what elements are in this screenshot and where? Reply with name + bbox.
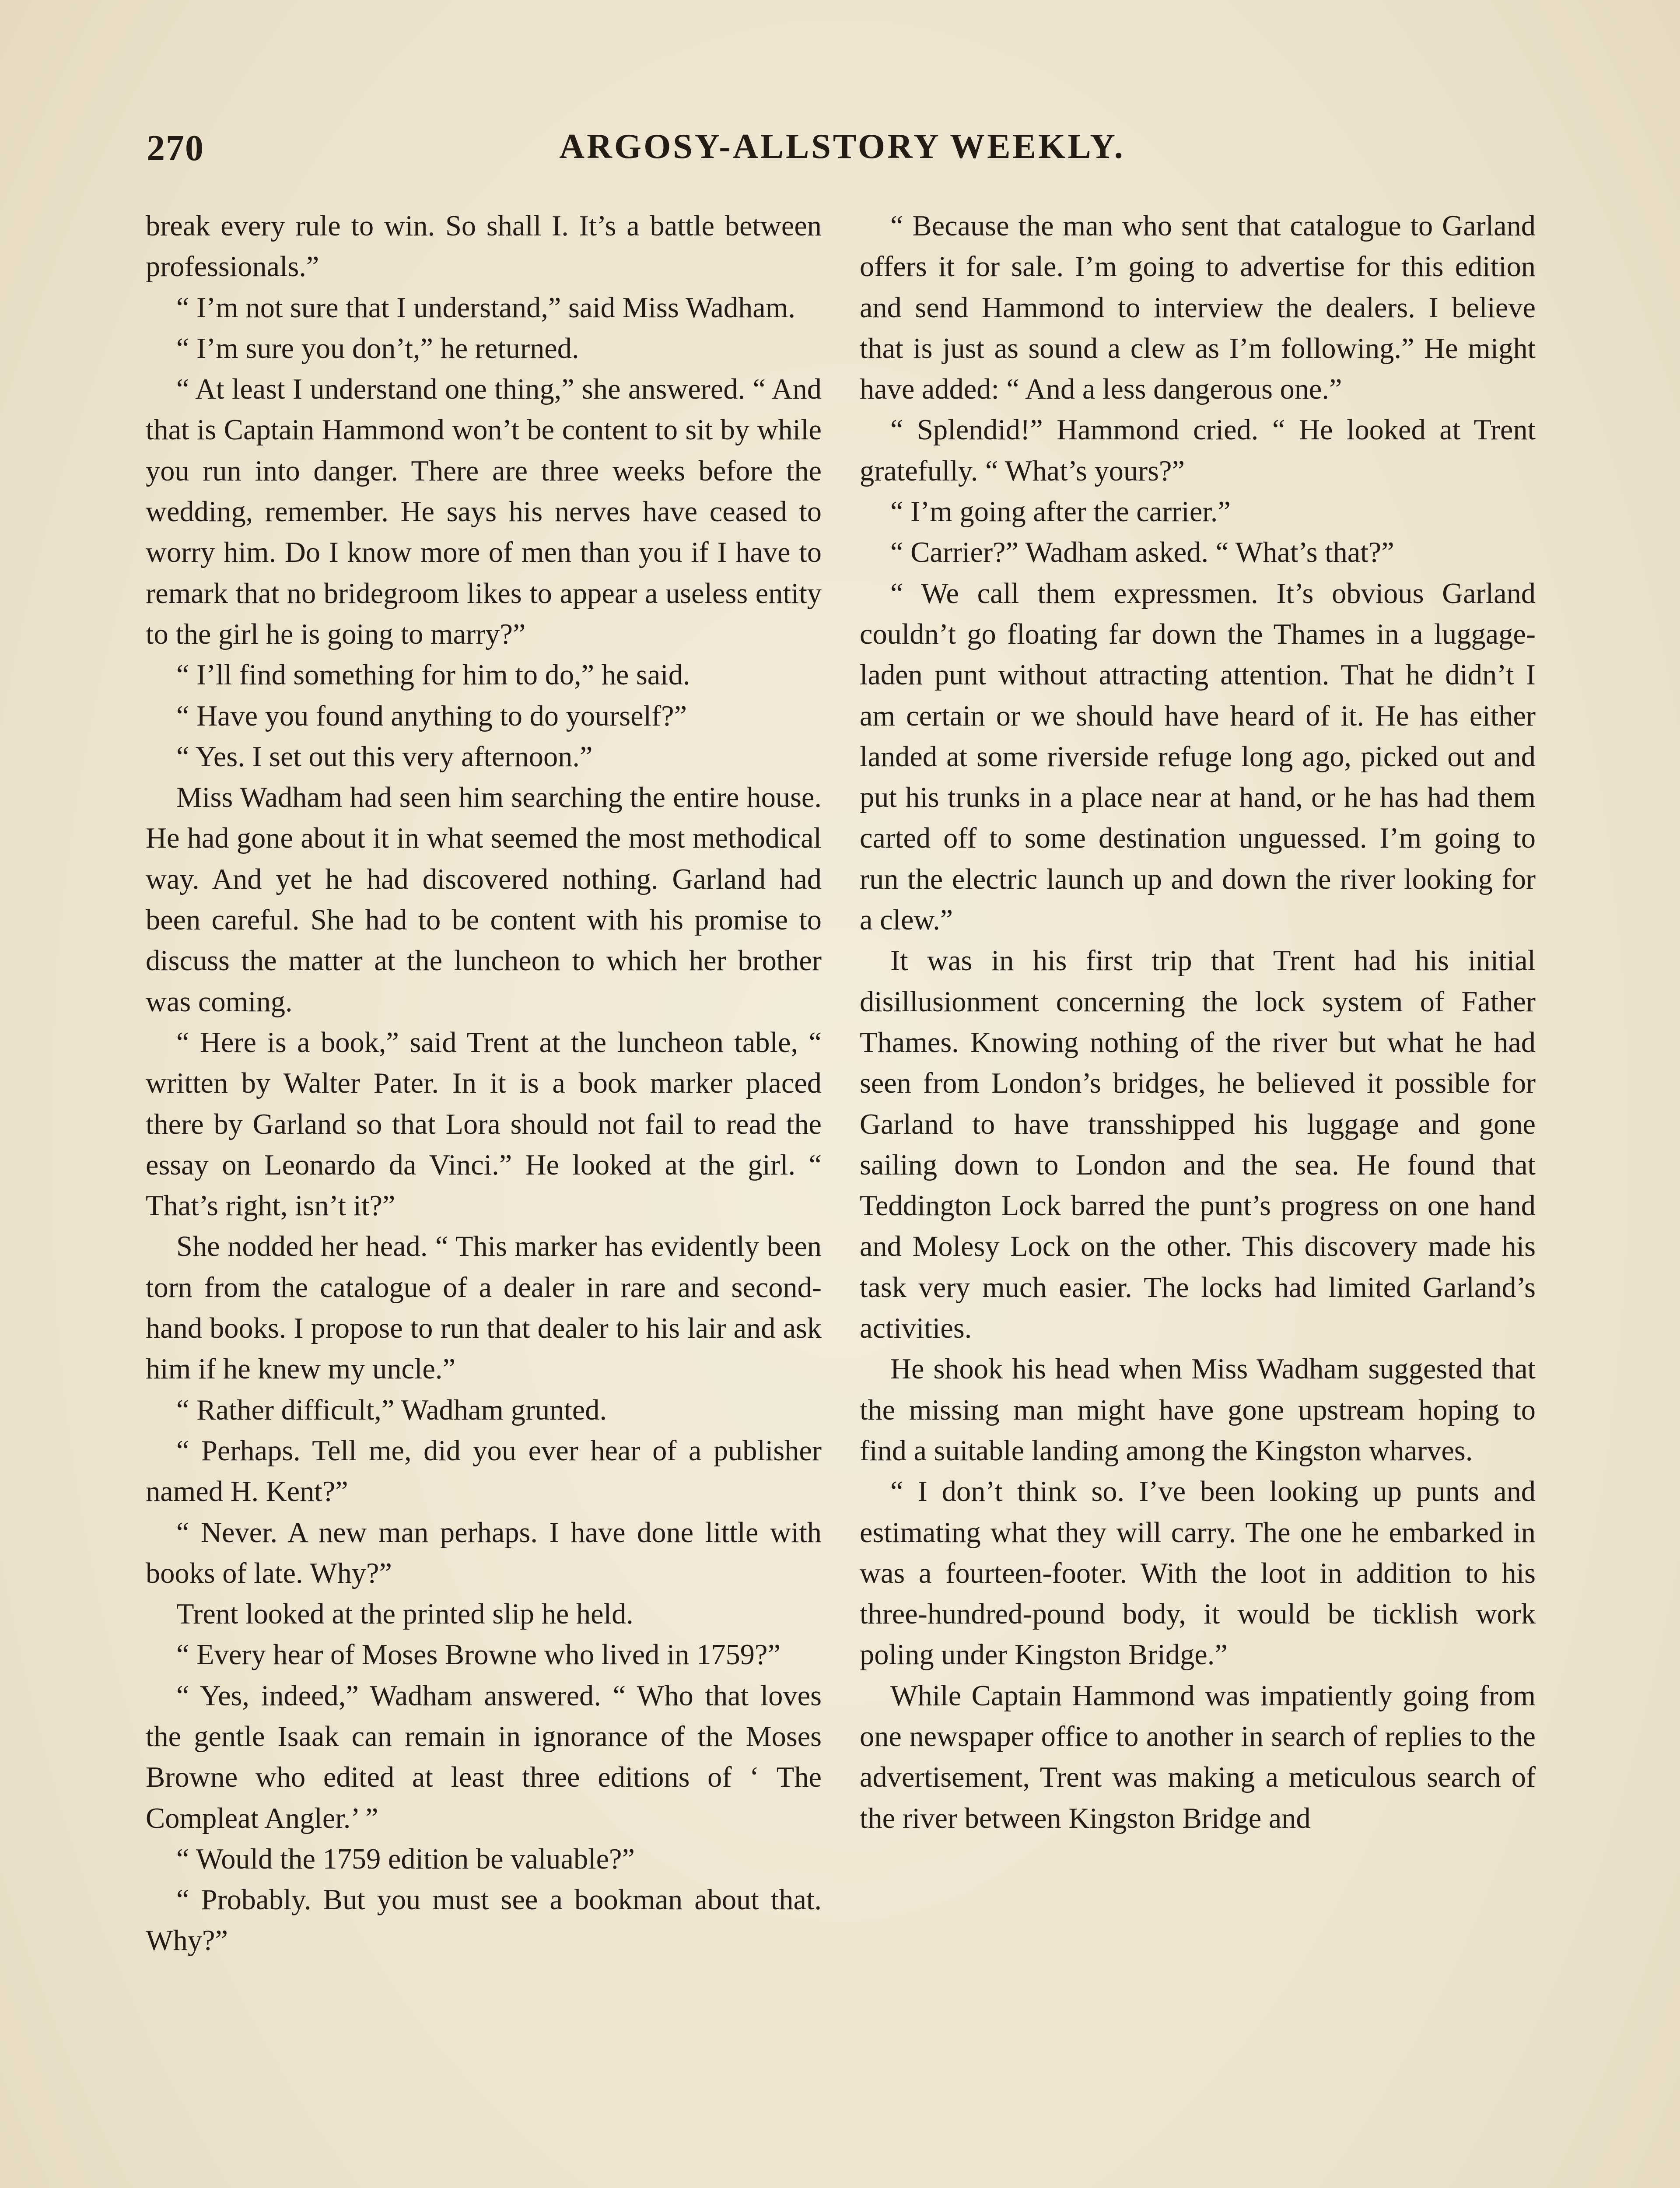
paragraph: break every rule to win. So shall I. It’s a battle between professionals.” (146, 210, 822, 283)
paragraph: “ Yes. I set out this very afternoon.” (176, 740, 593, 773)
paragraph: “ At least I understand one thing,” she answered. “ And that is Captain Hammond won’t be content to sit by while you run into danger. There are three weeks before the wedding, remember. He says his nerves have ceased to worry him. Do I know more of men than you if I have to remark that no bridegroom likes to appear a useless entity to the girl he is going to marry?” (146, 373, 822, 650)
paragraph: “ Yes, indeed,” Wadham answered. “ Who that loves the gentle Isaak can remain in ignorance of the Moses Browne who edited at least three editions of ‘ The Compleat Angler.’ ” (146, 1680, 822, 1834)
paragraph: “ Probably. But you must see a bookman about that. Why?” (146, 1884, 822, 1957)
page-header (147, 127, 1538, 175)
paragraph: He shook his head when Miss Wadham suggested that the missing man might have gone upstream hoping to find a suitable landing among the Kingston wharves. (860, 1353, 1536, 1467)
paragraph: “ Never. A new man perhaps. I have done little with books of late. Why?” (146, 1516, 822, 1589)
running-head: ARGOSY-ALLSTORY WEEKLY. (559, 127, 1125, 166)
paragraph: “ Every hear of Moses Browne who lived in 1759?” (176, 1639, 780, 1671)
page-number: 270 (147, 128, 204, 168)
paragraph: “ I’m not sure that I understand,” said Miss Wadham. (176, 291, 795, 324)
paragraph: “ Because the man who sent that catalogue to Garland offers it for sale. I’m going to advertise for this edition and send Hammond to interview the dealers. I believe that is just as sound a clew as I’m following.” He might have added: “ And a less dangerous one.” (860, 210, 1536, 406)
paragraph: “ Here is a book,” said Trent at the luncheon table, “ written by Walter Pater. In it is a book marker placed there by Garland so that Lora should not fail to read the essay on Leonardo da Vinci.” He looked at the girl. “ That’s right, isn’t it?” (146, 1026, 822, 1222)
paragraph: “ Carrier?” Wadham asked. “ What’s that?” (890, 536, 1394, 569)
paragraph: “ Would the 1759 edition be valuable?” (176, 1843, 635, 1875)
paragraph: “ I’ll find something for him to do,” he said. (176, 659, 690, 691)
paragraph: “ We call them expressmen. It’s obvious Garland couldn’t go floating far down the Thames in a luggage-laden punt without attracting attention. That he didn’t I am certain or we should have heard of it. He has either landed at some riverside refuge long ago, picked out and put his trunks in a place near at hand, or he has had them carted off to some destination unguessed. I’m going to run the electric launch up and down the river looking for a clew.” (860, 577, 1536, 936)
paragraph: “ Perhaps. Tell me, did you ever hear of a publisher named H. Kent?” (146, 1434, 822, 1508)
paragraph: “ Rather difficult,” Wadham grunted. (176, 1394, 607, 1426)
paragraph: She nodded her head. “ This marker has evidently been torn from the catalogue of a dealer in rare and second-hand books. I propose to run that dealer to his lair and ask him if he knew my uncle.” (146, 1231, 822, 1385)
left-column (146, 206, 822, 1961)
paragraph: “ I’m sure you don’t,” he returned. (176, 332, 579, 365)
paragraph: While Captain Hammond was impatiently going from one newspaper office to another in search of replies to the advertisement, Trent was making a meticulous search of the river between Kingston Bridge and (860, 1680, 1536, 1834)
paragraph: “ Have you found anything to do yourself?” (176, 700, 687, 732)
paragraph: “ I’m going after the carrier.” (890, 496, 1231, 528)
paragraph: Miss Wadham had seen him searching the entire house. He had gone about it in what seemed the most methodical way. And yet he had discovered nothing. Garland had been careful. She had to be content with his promise to discuss the matter at the luncheon to which her brother was coming. (146, 782, 822, 1018)
paragraph: “ I don’t think so. I’ve been looking up punts and estimating what they will carry. The one he embarked in was a fourteen-footer. With the loot in addition to his three-hundred-pound body, it would be ticklish work poling under Kingston Bridge.” (860, 1476, 1536, 1671)
paragraph: “ Splendid!” Hammond cried. “ He looked at Trent gratefully. “ What’s yours?” (860, 414, 1536, 487)
paragraph: It was in his first trip that Trent had his initial disillusionment concerning the lock system of Father Thames. Knowing nothing of the river but what he had seen from London’s bridges, he believed it possible for Garland to have transshipped his luggage and gone sailing down to London and the sea. He found that Teddington Lock barred the punt’s progress on one hand and Molesy Lock on the other. This discovery made his task very much easier. The locks had limited Garland’s activities. (860, 945, 1536, 1345)
paragraph: Trent looked at the printed slip he held. (176, 1598, 634, 1630)
right-column (860, 206, 1536, 1839)
